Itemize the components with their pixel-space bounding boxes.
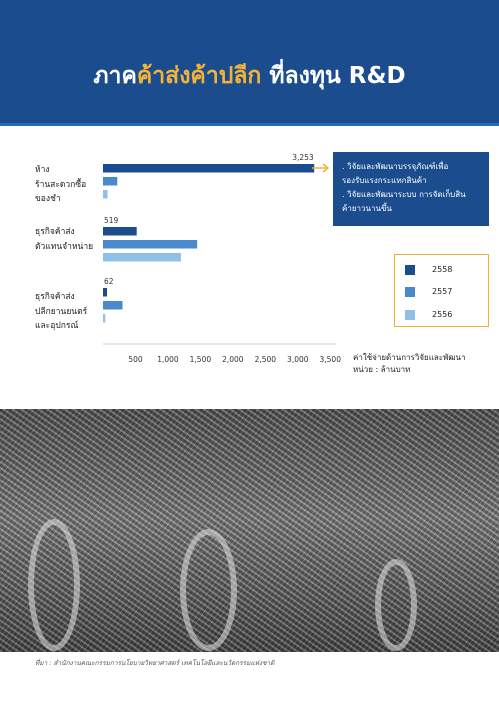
x-tick-label: 1,500: [189, 355, 212, 364]
arrow-icon: [312, 164, 328, 172]
x-tick-label: 2,000: [222, 355, 244, 364]
x-axis-title-line: ค่าใช้จ่ายด้านการวิจัยและพัฒนา: [353, 353, 466, 362]
annotation-box: [333, 152, 489, 226]
title-part-1: ภาค: [93, 63, 137, 89]
legend-label: 2558: [432, 265, 453, 274]
pipe-ring-decoration: [180, 529, 237, 651]
pipe-ring-decoration: [375, 559, 417, 651]
annotation-line: . วิจัยและพัฒนาบรรจุภัณฑ์เพื่อ: [342, 162, 449, 171]
pipe-ring-decoration: [28, 519, 80, 651]
bars-group: [103, 164, 314, 323]
category-label-line: ปลีกยานยนตร์: [35, 306, 88, 317]
legend-swatch: [405, 265, 415, 275]
bar-2558-cat2: [103, 227, 137, 236]
legend-label: 2556: [432, 310, 453, 319]
category-label-line: ห้าง: [35, 165, 50, 175]
x-tick-label: 2,500: [254, 355, 277, 364]
x-tick-label: 3,500: [319, 355, 341, 364]
category-label-line: ของชำ: [35, 194, 61, 204]
data-label: 519: [104, 216, 119, 225]
category-label-line: และอุปกรณ์: [35, 321, 79, 331]
annotation-line: . วิจัยและพัฒนาระบบ การจัดเก็บสิน: [342, 190, 466, 199]
annotation-line: รองรับแรงกระแทกสินค้า: [342, 176, 427, 185]
x-axis-unit-line: หน่วย : ล้านบาท: [353, 365, 411, 374]
legend-swatch: [405, 287, 415, 297]
legend-swatch: [405, 310, 415, 320]
source-note: ที่มา : สำนักงานคณะกรรมการนโยบายวิทยาศาสตร์ เทคโนโลยีและนวัตกรรมแห่งชาติ: [35, 659, 275, 667]
bar-2556-cat3: [103, 314, 105, 323]
title-highlight: ค้าส่งค้าปลีก: [136, 63, 262, 89]
category-label-line: ธุรกิจค้าส่ง: [35, 292, 75, 302]
bar-2557-cat3: [103, 301, 122, 310]
bar-2558-cat1: [103, 164, 314, 173]
category-label-line: ธุรกิจค้าส่ง: [35, 227, 75, 237]
bar-2556-cat1: [103, 190, 108, 199]
category-label-line: ร้านสะดวกซื้อ: [35, 179, 87, 190]
x-tick-label: 3,000: [287, 355, 309, 364]
data-label: 62: [104, 277, 114, 286]
chart-legend: [394, 254, 489, 327]
x-tick-label: 500: [128, 355, 143, 364]
data-label: 3,253: [292, 153, 314, 162]
x-axis-title: [353, 352, 466, 376]
data-labels-group: [104, 153, 314, 286]
category-label-line: ตัวแทนจำหน่าย: [35, 241, 94, 252]
title-part-3: ที่ลงทุน R&D: [261, 63, 406, 89]
x-axis-ticks-group: [128, 355, 341, 364]
bar-2557-cat1: [103, 177, 117, 186]
background-photo: [0, 409, 499, 652]
bar-2556-cat2: [103, 253, 181, 262]
annotation-line: ค้ายาวนานขึ้น: [342, 204, 392, 213]
bar-2558-cat3: [103, 288, 107, 297]
bar-2557-cat2: [103, 240, 197, 249]
legend-label: 2557: [432, 287, 453, 296]
x-tick-label: 1,000: [157, 355, 179, 364]
